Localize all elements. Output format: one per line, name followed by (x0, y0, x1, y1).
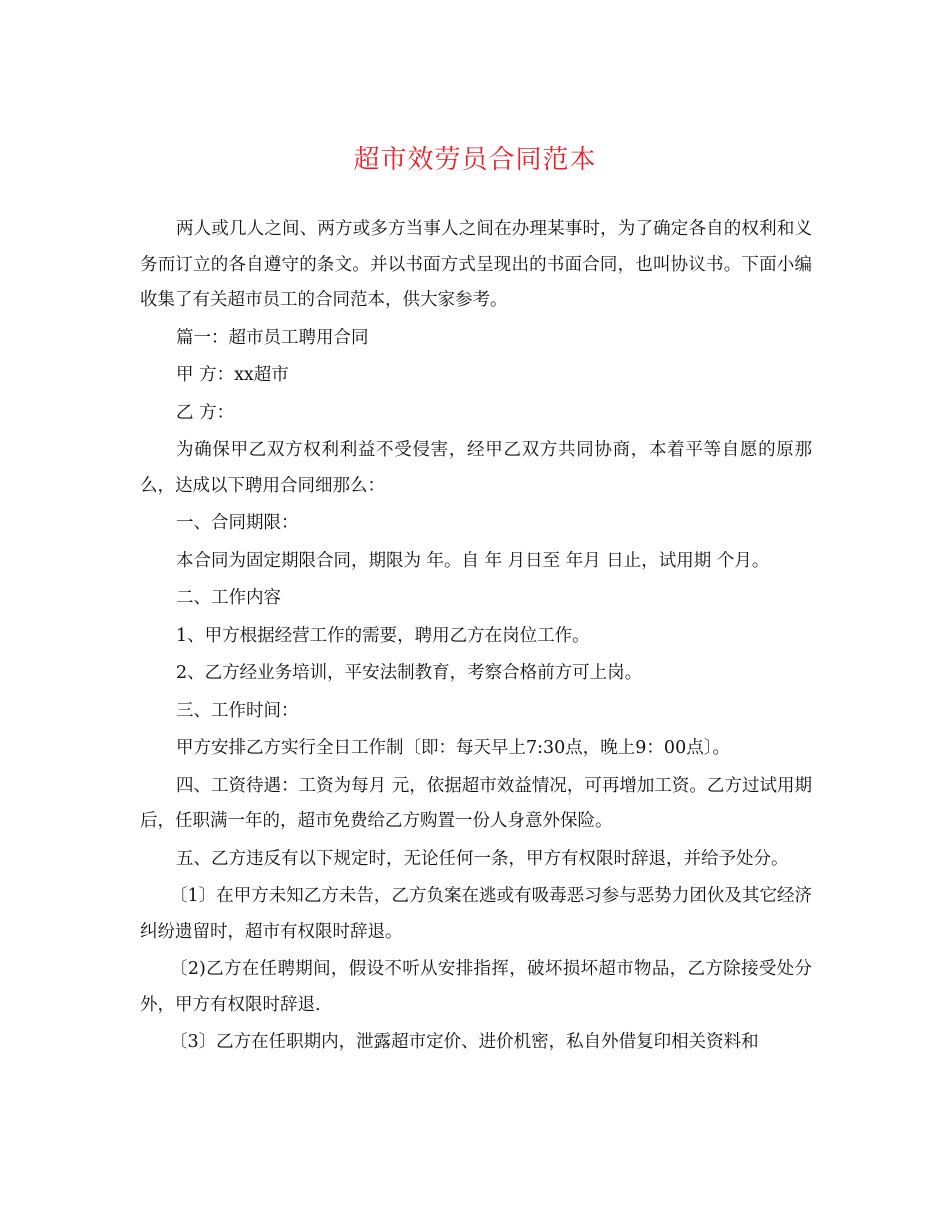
violation-item-1: 〔1〕在甲方未知乙方未告，乙方负案在逃或有吸毒恶习参与恶势力团伙及其它经济纠纷遗留时，超市有权限时辞退。 (140, 886, 812, 942)
intro-paragraph: 两人或几人之间、两方或多方当事人之间在办理某事时，为了确定各自的权利和义务而订立的各自遵守的条文。并以书面方式呈现出的书面合同，也叫协议书。下面小编收集了有关超市员工的合同范本，供大家参考。 (140, 219, 812, 310)
violation-item-2: 〔2)乙方在任聘期间，假设不听从安排指挥，破坏损坏超市物品，乙方除接受处分外，甲方有权限时辞退. (140, 959, 812, 1015)
section-heading: 篇一：超市员工聘用合同 (176, 327, 369, 348)
document-body (140, 212, 812, 1063)
clause-wage-text: 四、工资待遇：工资为每月 元，依据超市效益情况，可再增加工资。乙方过试用期后，任职满一年的，超市免费给乙方购置一份人身意外保险。 (140, 775, 812, 831)
party-b-line: 乙 方： (176, 402, 235, 423)
clause-term-text: 本合同为固定期限合同，期限为 年。自 年 月日至 年月 日止，试用期 个月。 (176, 550, 770, 571)
clause-violation-text: 五、乙方违反有以下规定时，无论任何一条，甲方有权限时辞退，并给予处分。 (176, 848, 789, 869)
violation-item-3: 〔3〕乙方在任职期内，泄露超市定价、进价机密，私自外借复印相关资料和 (170, 1032, 759, 1052)
clause-heading-work: 二、工作内容 (176, 588, 281, 608)
party-a-line: 甲 方：xx超市 (176, 365, 289, 385)
preamble-paragraph: 为确保甲乙双方权利利益不受侵害，经甲乙双方共同协商，本着平等自愿的原那么，达成以下聘用合同细那么： (140, 440, 812, 496)
clause-work-item-1: 1、甲方根据经营工作的需要，聘用乙方在岗位工作。 (176, 625, 590, 646)
clause-heading-term: 一、合同期限： (176, 513, 299, 533)
clause-hours-text: 甲方安排乙方实行全日工作制〔即：每天早上7:30点，晚上9：00点〕。 (176, 738, 730, 758)
document-title: 超市效劳员合同范本 (353, 145, 597, 175)
clause-heading-hours: 三、工作时间： (176, 700, 299, 721)
clause-work-item-2: 2、乙方经业务培训，平安法制教育，考察合格前方可上岗。 (176, 663, 643, 683)
